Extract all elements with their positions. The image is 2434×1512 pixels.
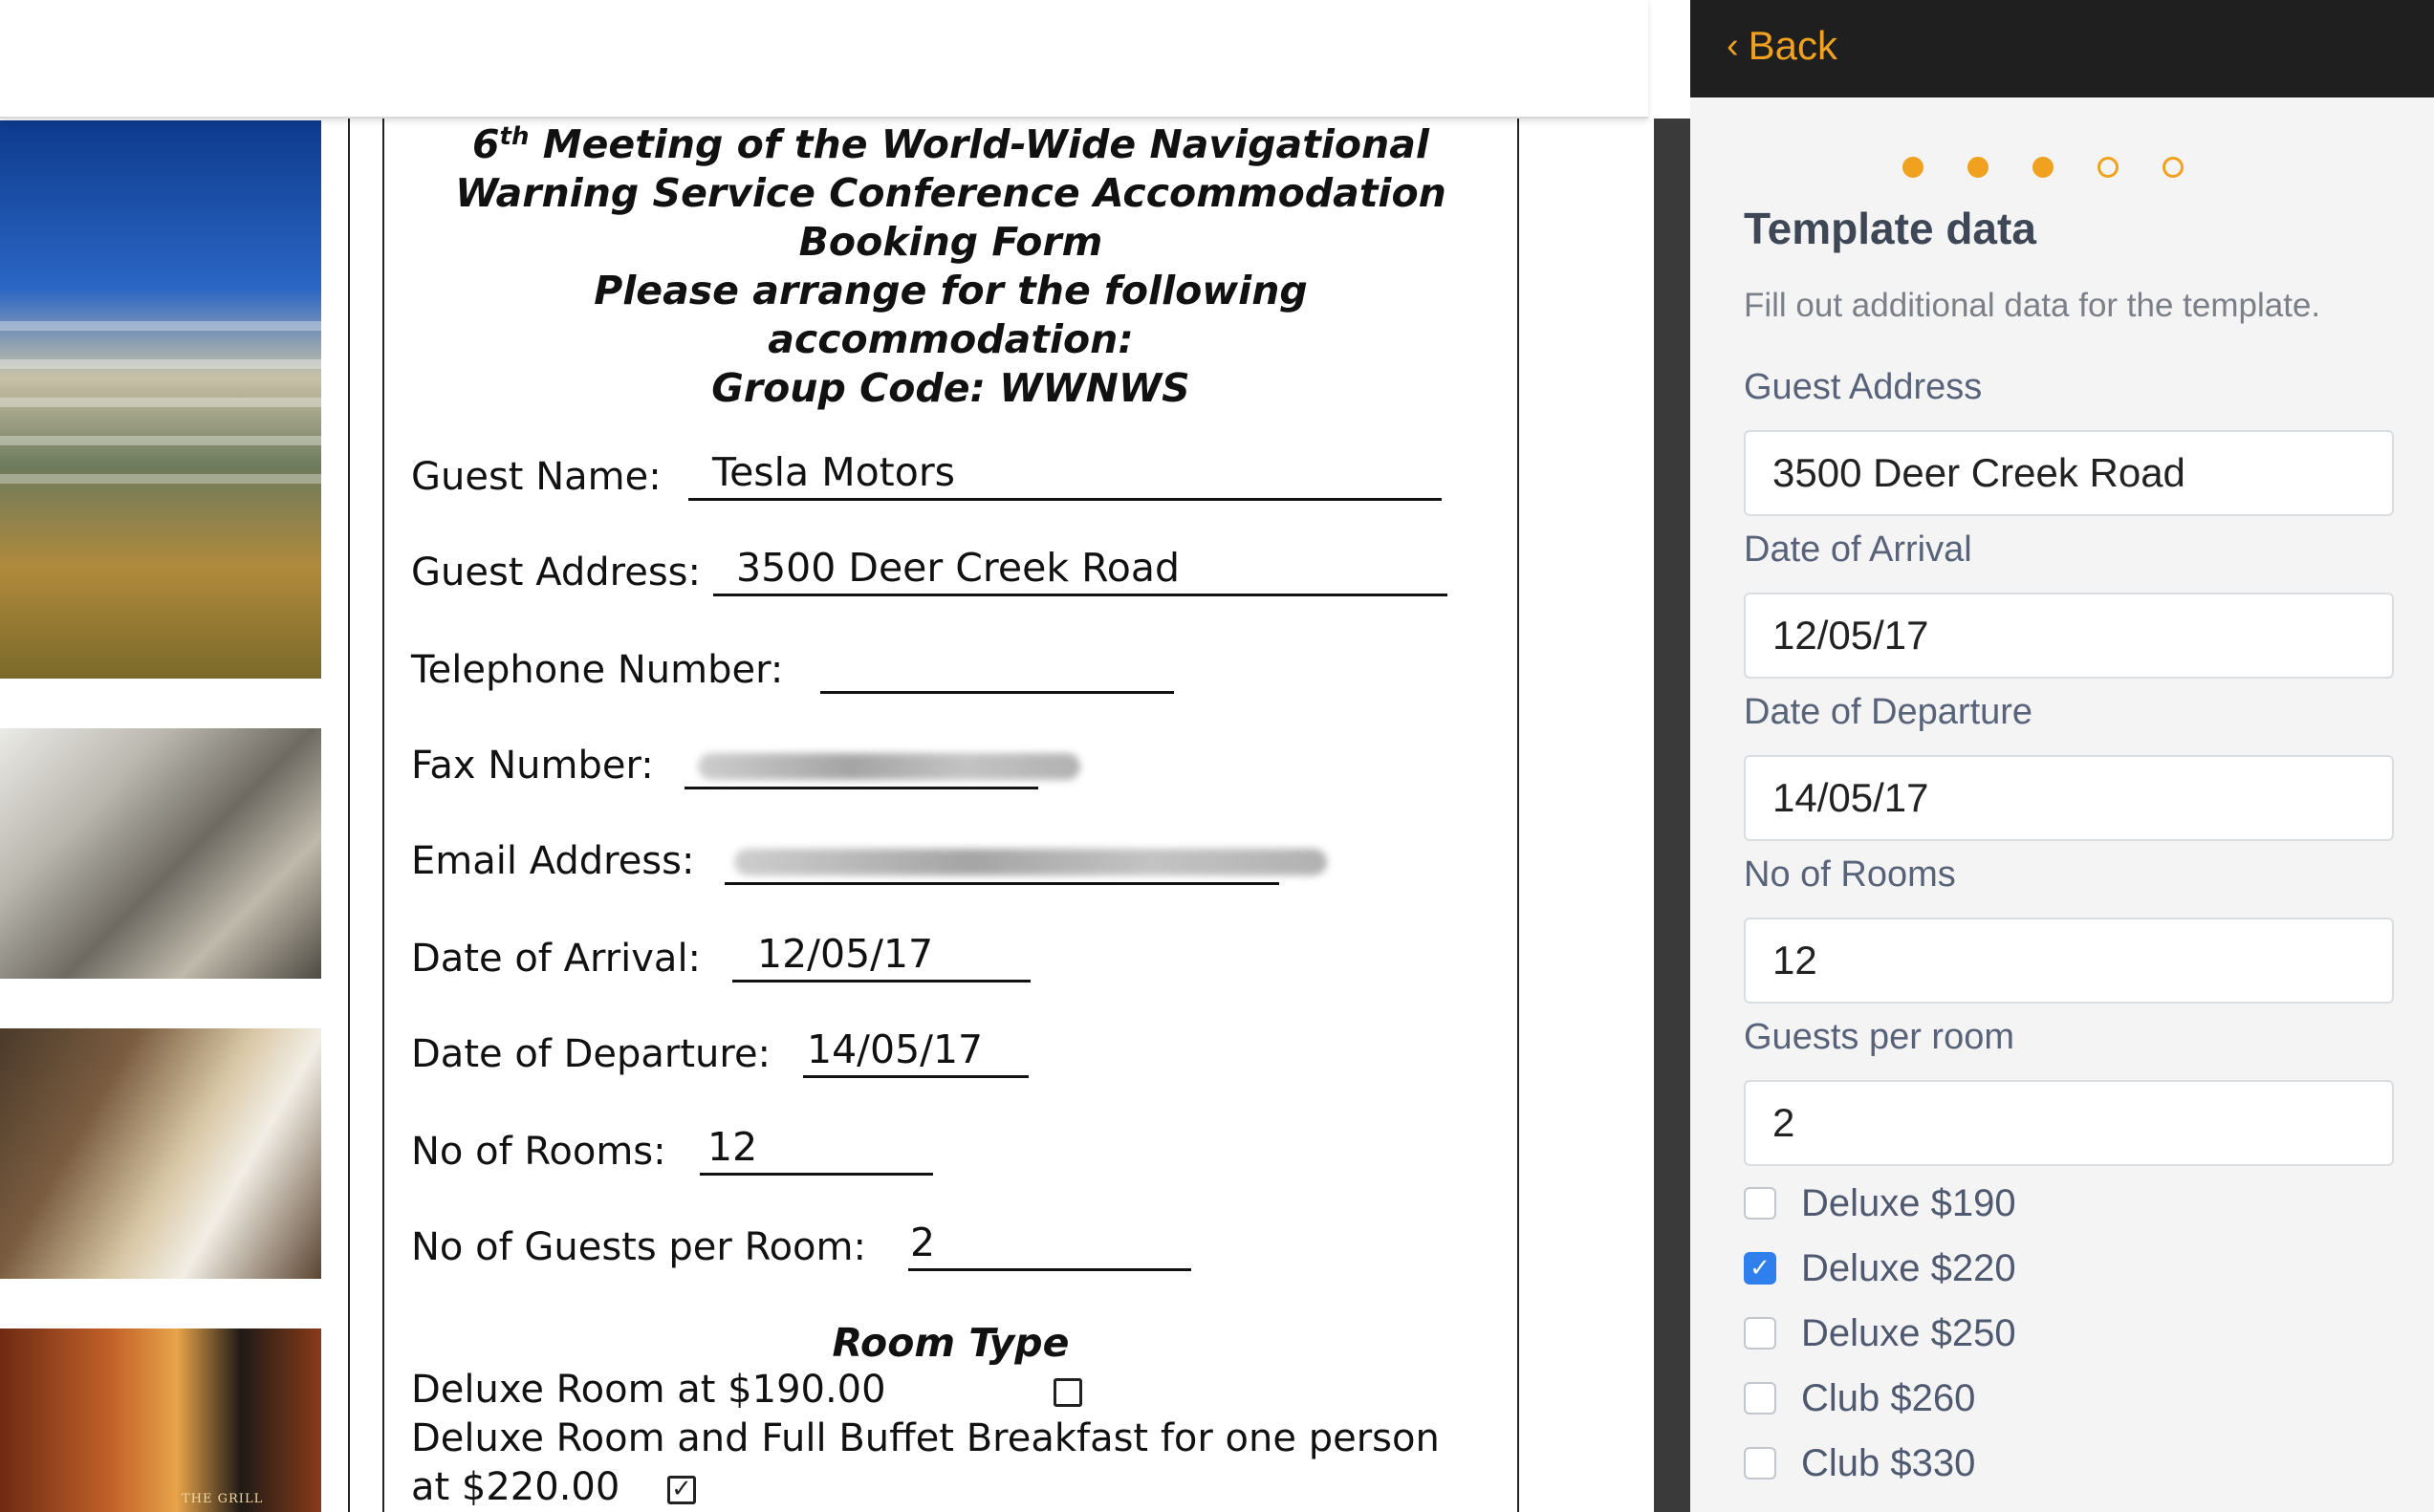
step-dot-3 <box>2032 157 2054 178</box>
step-dot-4 <box>2097 157 2119 178</box>
step-indicator <box>1902 157 2184 180</box>
doc-fax-row <box>411 740 1501 793</box>
option-deluxe-250[interactable] <box>1744 1309 2016 1357</box>
doc-rooms-label: No of Rooms: <box>411 1130 666 1174</box>
check-icon: ✓ <box>1749 1254 1771 1283</box>
room-option-190: Deluxe Room at $190.00 <box>411 1368 886 1412</box>
club-330-label: Club $330 <box>1801 1441 1976 1484</box>
back-label: Back <box>1748 23 1838 68</box>
club-260-checkbox[interactable] <box>1744 1382 1776 1415</box>
deluxe-190-checkbox[interactable] <box>1744 1187 1776 1220</box>
viewer-toolbar <box>0 0 1648 119</box>
deluxe-250-label: Deluxe $250 <box>1801 1311 2016 1354</box>
rooms-input[interactable] <box>1744 918 2394 1004</box>
step-dot-1 <box>1902 157 1923 178</box>
doc-rooms-value: 12 <box>707 1124 758 1170</box>
room-type-title: Room Type <box>832 1320 1070 1366</box>
doc-telephone-label: Telephone Number: <box>411 648 784 692</box>
deluxe-220-checkbox[interactable] <box>1744 1252 1776 1285</box>
chevron-left-icon: ‹ <box>1727 25 1739 66</box>
guest-address-label: Guest Address <box>1744 367 1983 407</box>
option-deluxe-190[interactable] <box>1744 1179 2016 1227</box>
doc-guest-name-row <box>411 451 1501 505</box>
rooms-label: No of Rooms <box>1744 854 1956 895</box>
back-button[interactable] <box>1727 17 1837 75</box>
guest-address-input[interactable] <box>1744 430 2394 516</box>
club-260-label: Club $260 <box>1801 1376 1976 1419</box>
page-border <box>1517 119 1519 1512</box>
panel-subtitle: Fill out additional data for the template. <box>1744 287 2321 324</box>
panel-header <box>1690 0 2434 97</box>
panel-title: Template data <box>1744 204 2036 253</box>
doc-guest-address-label: Guest Address: <box>411 551 701 594</box>
booking-form-document <box>384 120 1517 1512</box>
suite-photo <box>0 1028 321 1279</box>
doc-telephone-row <box>411 644 1501 698</box>
doc-rooms-row <box>411 1126 1501 1179</box>
doc-arrival-row <box>411 933 1501 986</box>
doc-fax-label: Fax Number: <box>411 744 654 788</box>
redacted-fax-value <box>698 753 1080 780</box>
club-330-checkbox[interactable] <box>1744 1447 1776 1480</box>
deluxe-190-label: Deluxe $190 <box>1801 1181 2016 1224</box>
doc-guests-row <box>411 1221 1501 1275</box>
doc-email-row <box>411 835 1501 889</box>
doc-arrival-value: 12/05/17 <box>757 931 934 977</box>
room-option-220: Deluxe Room and Full Buffet Breakfast for one person <box>411 1416 1440 1460</box>
step-dot-2 <box>1967 157 1988 178</box>
document-heading: 6th Meeting of the World-Wide Navigational Warning Service Conference Accommodation Booking Form Please arrange for the following accommodation: Group Code: WWNWS <box>455 121 1446 411</box>
room-option-220-price: at $220.00 <box>411 1465 620 1509</box>
doc-checkbox-190 <box>1054 1378 1082 1407</box>
template-data-panel <box>1690 0 2434 1512</box>
restaurant-photo <box>0 1328 321 1512</box>
doc-departure-label: Date of Departure: <box>411 1032 771 1076</box>
doc-departure-value: 14/05/17 <box>807 1026 984 1072</box>
deluxe-250-checkbox[interactable] <box>1744 1317 1776 1350</box>
departure-date-label: Date of Departure <box>1744 692 2033 732</box>
redacted-email-value <box>734 849 1327 875</box>
option-deluxe-220[interactable] <box>1744 1244 2016 1292</box>
viewer-scrollbar[interactable] <box>1654 119 1690 1512</box>
arrival-date-input[interactable] <box>1744 593 2394 679</box>
option-club-260[interactable] <box>1744 1374 1975 1422</box>
doc-guests-label: No of Guests per Room: <box>411 1225 866 1269</box>
doc-email-label: Email Address: <box>411 839 695 883</box>
deluxe-220-label: Deluxe $220 <box>1801 1246 2016 1289</box>
doc-guests-value: 2 <box>910 1220 936 1265</box>
doc-guest-name-value: Tesla Motors <box>712 449 956 495</box>
page-border <box>348 119 350 1512</box>
doc-departure-row <box>411 1028 1501 1082</box>
hotel-exterior-photo <box>0 120 321 679</box>
photo-caption: THE GRILL <box>182 1492 264 1506</box>
doc-guest-name-label: Guest Name: <box>411 455 662 499</box>
doc-guest-address-row <box>411 547 1501 600</box>
step-dot-5 <box>2162 157 2184 178</box>
guests-per-room-label: Guests per room <box>1744 1017 2014 1057</box>
guests-per-room-input[interactable] <box>1744 1080 2394 1166</box>
departure-date-input[interactable] <box>1744 755 2394 841</box>
doc-arrival-label: Date of Arrival: <box>411 937 702 981</box>
option-club-330[interactable] <box>1744 1439 1975 1487</box>
doc-checkbox-220-checked: ✓ <box>667 1476 696 1504</box>
bedroom-photo <box>0 728 321 979</box>
arrival-date-label: Date of Arrival <box>1744 529 1972 570</box>
doc-guest-address-value: 3500 Deer Creek Road <box>736 545 1180 591</box>
